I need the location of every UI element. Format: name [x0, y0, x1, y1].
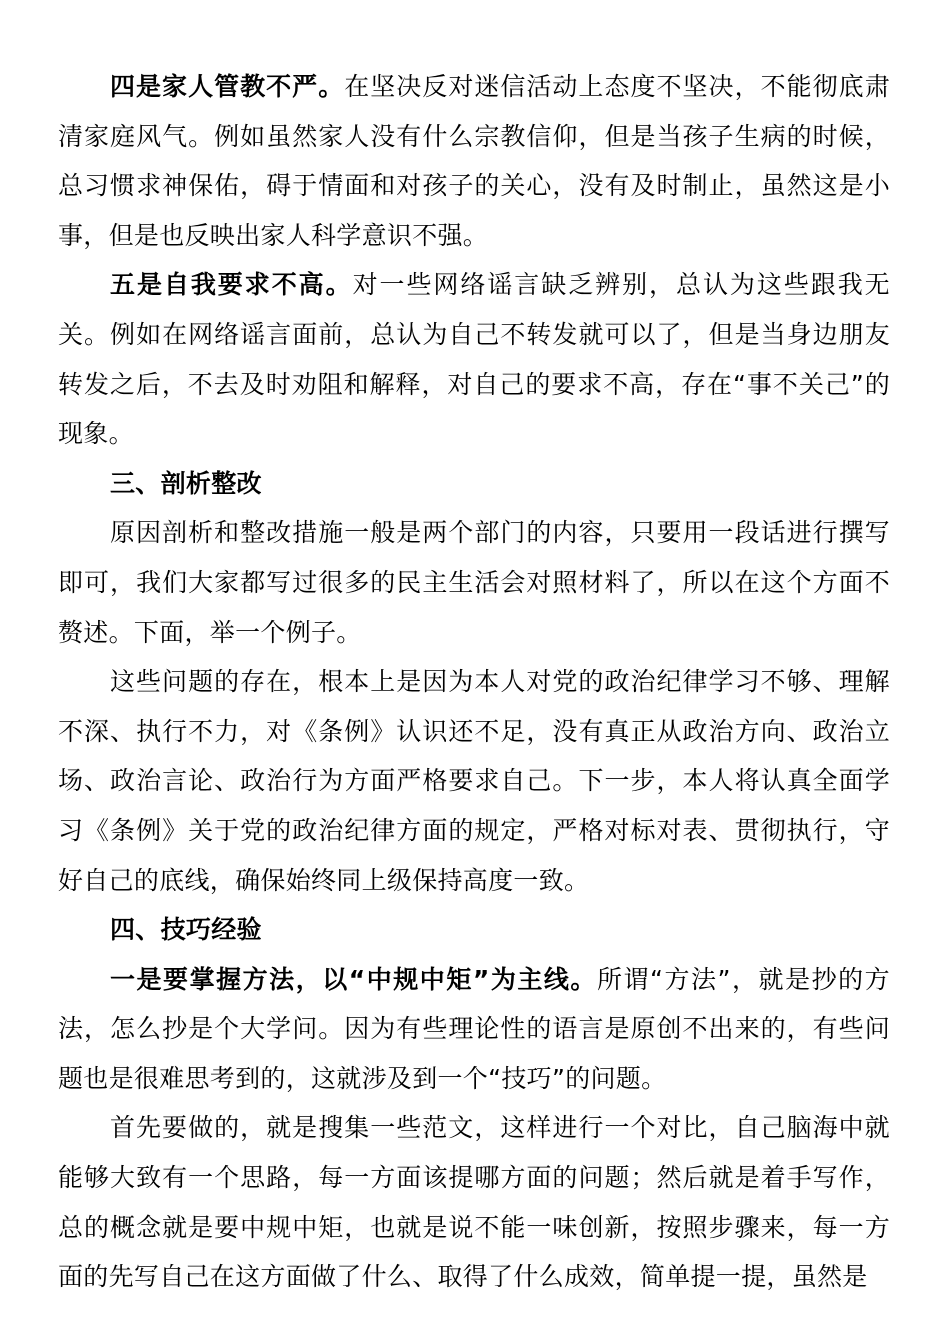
paragraph-text: 对一些网络谣言缺乏辨别，总认为这些跟我无关。例如在网络谣言面前，总认为自己不转发就可以了，但是当身边朋友转发之后，不去及时劝阻和解释，对自己的要求不高，存在“事不关己”的现象。 — [58, 270, 890, 449]
paragraph-lead: 四是家人管教不严。 — [110, 72, 345, 101]
paragraph-method — [58, 955, 890, 1104]
paragraph-analysis-intro — [58, 508, 890, 657]
paragraph-text: 首先要做的，就是搜集一些范文，这样进行一个对比，自己脑海中就能够大致有一个思路，每一方面该提哪方面的问题；然后就是着手写作，总的概念就是要中规中矩，也就是说不能一味创新，按照步骤来，每一方面的先写自己在这方面做了什么、取得了什么成效，简单提一提，虽然是 — [58, 1113, 890, 1292]
section-heading-tips: 四、技巧经验 — [110, 915, 262, 945]
paragraph-analysis-example — [58, 657, 890, 905]
paragraph-lead: 五是自我要求不高。 — [110, 270, 353, 300]
section-heading-analysis: 三、剖析整改 — [110, 468, 262, 498]
paragraph-text: 所谓“方法”，就是抄的方法，怎么抄是个大学问。因为有些理论性的语言是原创不出来的，有些问题也是很难思考到的，这就涉及到一个“技巧”的问题。 — [58, 964, 890, 1093]
paragraph-lead: 一是要掌握方法，以“中规中矩”为主线。 — [110, 964, 597, 994]
paragraph-self-requirement — [58, 260, 890, 458]
paragraph-family-discipline — [58, 62, 890, 260]
paragraph-text: 原因剖析和整改措施一般是两个部门的内容，只要用一段话进行撰写即可，我们大家都写过很多的民主生活会对照材料了，所以在这个方面不赘述。下面，举一个例子。 — [58, 518, 890, 647]
document-page — [58, 62, 890, 1302]
paragraph-text: 在坚决反对迷信活动上态度不坚决，不能彻底肃清家庭风气。例如虽然家人没有什么宗教信仰，但是当孩子生病的时候，总习惯求神保佑，碍于情面和对孩子的关心，没有及时制止，虽然这是小事，但是也反映出家人科学意识不强。 — [58, 72, 890, 250]
paragraph-text: 这些问题的存在，根本上是因为本人对党的政治纪律学习不够、理解不深、执行不力，对《条例》认识还不足，没有真正从政治方向、政治立场、政治言论、政治行为方面严格要求自己。下一步，本人将认真全面学习《条例》关于党的政治纪律方面的规定，严格对标对表、贯彻执行，守好自己的底线，确保始终同上级保持高度一致。 — [58, 667, 890, 895]
paragraph-first-step — [58, 1103, 890, 1301]
